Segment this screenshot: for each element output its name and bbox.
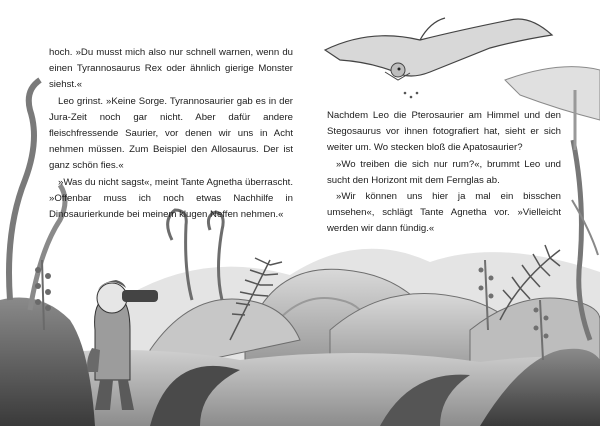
left-page-text bbox=[49, 45, 293, 223]
palm-frond bbox=[572, 200, 598, 255]
right-paragraph-1: Nachdem Leo die Pterosaurier am Himmel und den Stegosaurus vor ihnen fotografiert hat, sieht er sich weiter um. Wo stecken bloß die Apatosaurier? bbox=[327, 110, 561, 154]
right-paragraph-2: »Wo treiben die sich nur rum?«, brummt Leo und sucht den Horizont mit dem Fernglas ab. bbox=[327, 158, 561, 186]
pterosaur-droppings bbox=[404, 92, 419, 99]
curling-plant-left bbox=[9, 80, 40, 300]
pterosaur bbox=[325, 18, 552, 80]
left-paragraph-3: »Was du nicht sagst«, meint Tante Agnetha überrascht. »Offenbar muss ich noch etwas Nachhilfe in Dinosaurierkunde bei meinem klugen Neffen nehmen.« bbox=[49, 176, 293, 221]
right-paragraph-3: »Wir können uns hier ja mal ein bisschen umsehen«, schlägt Tante Agnetha vor. »Vielleicht werden wir dann fündig.« bbox=[327, 191, 561, 235]
left-paragraph-1: hoch. »Du musst mich also nur schnell warnen, wenn du einen Tyrannosaurus Rex oder ähnlich gierige Monster siehst.« bbox=[49, 47, 293, 91]
foreground-dark-bush-left bbox=[0, 298, 95, 426]
left-paragraph-2: Leo grinst. »Keine Sorge. Tyrannosaurier gab es in der Jura-Zeit noch gar nicht. Aber dafür andere fleischfressende Saurier, vor denen wir uns in Acht nehmen müssen. Zum Beispiel den Allosaurus. Der ist ganz schön fies.« bbox=[49, 95, 293, 172]
right-page-text bbox=[327, 108, 561, 238]
